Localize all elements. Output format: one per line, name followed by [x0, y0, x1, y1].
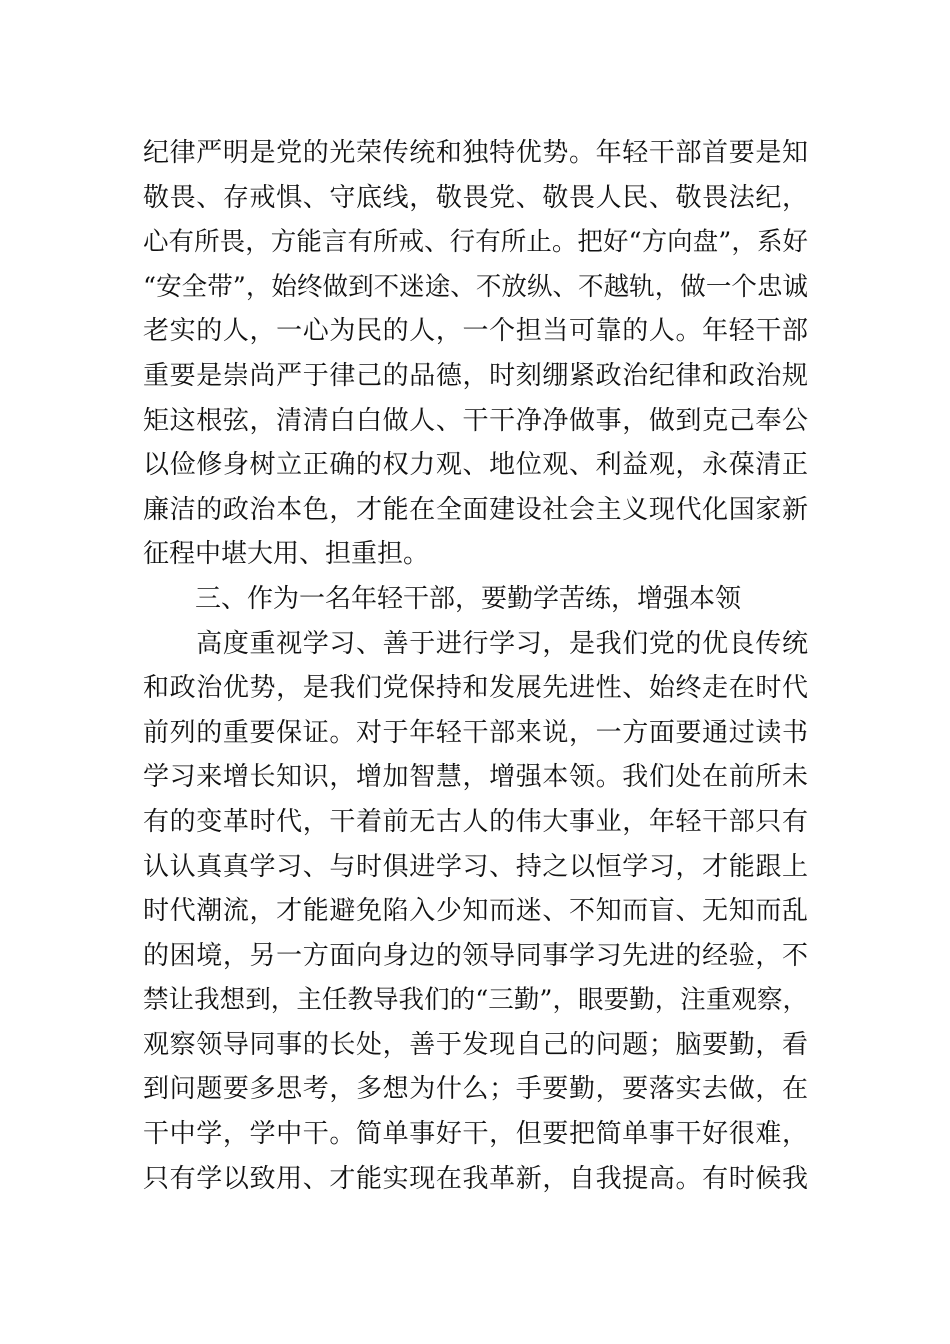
body-text: [143, 131, 808, 1201]
paragraph-end-line: 征程中堪大用、担重担。: [143, 539, 430, 570]
text-line: 高度重视学习、善于进行学习，是我们党的优良传统: [143, 628, 808, 659]
text-line: 前列的重要保证。对于年轻干部来说，一方面要通过读书: [143, 717, 808, 748]
text-line: 只有学以致用、才能实现在我革新，自我提高。有时候我: [143, 1163, 808, 1194]
text-line: 和政治优势，是我们党保持和发展先进性、始终走在时代: [143, 673, 808, 704]
text-line: 矩这根弦，清清白白做人、干干净净做事，做到克己奉公: [143, 405, 808, 436]
text-line: 以俭修身树立正确的权力观、地位观、利益观，永葆清正: [143, 450, 808, 481]
text-line: 观察领导同事的长处，善于发现自己的问题；脑要勤，看: [143, 1029, 808, 1060]
text-line: 干中学，学中干。简单事好干，但要把简单事干好很难，: [143, 1119, 808, 1150]
text-line: 敬畏、存戒惧、守底线，敬畏党、敬畏人民、敬畏法纪，: [143, 182, 808, 213]
text-line: 到问题要多思考，多想为什么；手要勤，要落实去做，在: [143, 1074, 808, 1105]
text-line: 禁让我想到，主任教导我们的“三勤”，眼要勤，注重观察，: [143, 985, 808, 1016]
text-line: 老实的人，一心为民的人，一个担当可靠的人。年轻干部: [143, 316, 808, 347]
text-line: “安全带”，始终做到不迷途、不放纵、不越轨，做一个忠诚: [143, 271, 808, 302]
text-line: 认认真真学习、与时俱进学习、持之以恒学习，才能跟上: [143, 851, 808, 882]
text-line: 心有所畏，方能言有所戒、行有所止。把好“方向盘”，系好: [143, 227, 808, 258]
section-heading: 三、作为一名年轻干部，要勤学苦练，增强本领: [143, 583, 742, 614]
text-line: 廉洁的政治本色，才能在全面建设社会主义现代化国家新: [143, 494, 808, 525]
text-line: 的困境，另一方面向身边的领导同事学习先进的经验，不: [143, 940, 808, 971]
text-line: 重要是崇尚严于律己的品德，时刻绷紧政治纪律和政治规: [143, 360, 808, 391]
text-line: 有的变革时代，干着前无古人的伟大事业，年轻干部只有: [143, 806, 808, 837]
text-line: 学习来增长知识，增加智慧，增强本领。我们处在前所未: [143, 762, 808, 793]
text-line: 纪律严明是党的光荣传统和独特优势。年轻干部首要是知: [143, 138, 808, 168]
text-line: 时代潮流，才能避免陷入少知而迷、不知而盲、无知而乱: [143, 896, 808, 927]
